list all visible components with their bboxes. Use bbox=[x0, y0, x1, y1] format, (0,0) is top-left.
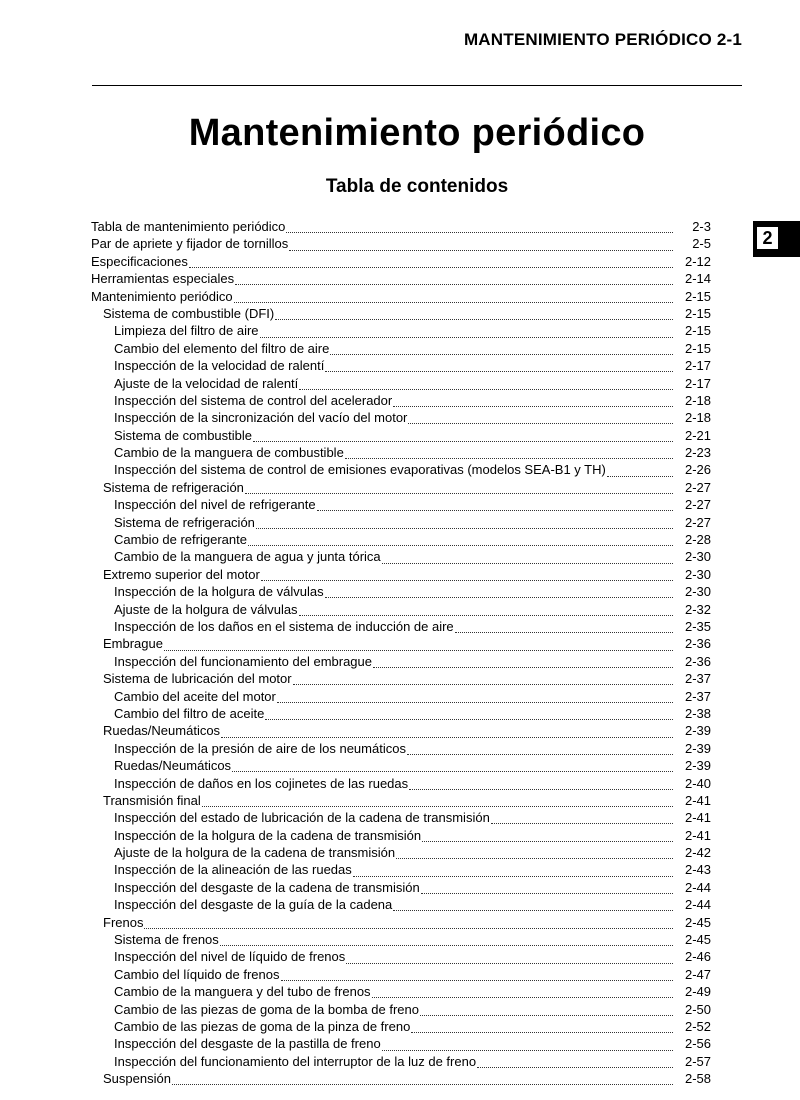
toc-entry-label: Sistema de refrigeración bbox=[114, 514, 255, 530]
toc-entry-label: Inspección del sistema de control de emisiones evaporativas (modelos SEA-B1 y TH) bbox=[114, 462, 606, 478]
toc-entry-label: Limpieza del filtro de aire bbox=[114, 323, 259, 339]
toc-dot-leader bbox=[202, 796, 673, 807]
toc-entry[interactable] bbox=[91, 618, 711, 635]
toc-entry[interactable] bbox=[91, 375, 711, 392]
toc-entry-page: 2-37 bbox=[684, 671, 711, 687]
toc-entry[interactable] bbox=[91, 288, 711, 305]
toc-entry[interactable] bbox=[91, 340, 711, 357]
toc-entry[interactable] bbox=[91, 496, 711, 513]
toc-entry-page: 2-27 bbox=[684, 497, 711, 513]
toc-entry-page: 2-17 bbox=[684, 358, 711, 374]
toc-entry[interactable] bbox=[91, 409, 711, 426]
running-header: MANTENIMIENTO PERIÓDICO 2-1 bbox=[463, 30, 742, 49]
toc-entry-page: 2-23 bbox=[684, 445, 711, 461]
chapter-number: 2 bbox=[756, 226, 779, 250]
toc-entry-page: 2-39 bbox=[684, 723, 711, 739]
toc-dot-leader bbox=[408, 413, 673, 424]
toc-dot-leader bbox=[221, 727, 673, 738]
toc-dot-leader bbox=[491, 813, 673, 824]
toc-entry-page: 2-18 bbox=[684, 392, 711, 408]
toc-dot-leader bbox=[411, 1022, 673, 1033]
toc-dot-leader bbox=[265, 709, 673, 720]
toc-dot-leader bbox=[248, 535, 673, 546]
toc-entry-page: 2-17 bbox=[684, 375, 711, 391]
toc-entry-page: 2-42 bbox=[684, 845, 711, 861]
toc-entry-label: Cambio del elemento del filtro de aire bbox=[114, 340, 330, 356]
table-of-contents bbox=[91, 218, 711, 1088]
toc-entry-label: Cambio de las piezas de goma de la bomba de freno bbox=[114, 1001, 419, 1017]
toc-dot-leader bbox=[256, 518, 673, 529]
toc-entry-label: Ajuste de la velocidad de ralentí bbox=[114, 375, 299, 391]
toc-dot-leader bbox=[275, 309, 673, 320]
toc-entry-label: Sistema de combustible bbox=[114, 427, 253, 443]
toc-dot-leader bbox=[393, 900, 673, 911]
toc-entry-page: 2-49 bbox=[684, 984, 711, 1000]
toc-entry[interactable] bbox=[91, 635, 711, 652]
toc-entry-page: 2-41 bbox=[684, 827, 711, 843]
toc-entry[interactable] bbox=[91, 844, 711, 861]
toc-entry-page: 2-15 bbox=[684, 305, 711, 321]
toc-entry-page: 2-50 bbox=[684, 1001, 711, 1017]
toc-entry[interactable] bbox=[91, 566, 711, 583]
toc-entry[interactable] bbox=[91, 461, 711, 478]
toc-entry[interactable] bbox=[91, 444, 711, 461]
toc-entry[interactable] bbox=[91, 879, 711, 896]
toc-entry-label: Cambio de la manguera y del tubo de frenos bbox=[114, 984, 371, 1000]
toc-entry[interactable] bbox=[91, 1001, 711, 1018]
toc-entry-label: Especificaciones bbox=[91, 253, 188, 269]
toc-entry-label: Ajuste de la holgura de válvulas bbox=[114, 601, 298, 617]
toc-dot-leader bbox=[144, 918, 673, 929]
toc-entry-page: 2-40 bbox=[684, 775, 711, 791]
toc-entry-label: Cambio de la manguera de agua y junta tórica bbox=[114, 549, 381, 565]
toc-dot-leader bbox=[260, 327, 673, 338]
page-subtitle: Tabla de contenidos bbox=[325, 176, 509, 197]
toc-dot-leader bbox=[286, 222, 673, 233]
toc-entry[interactable] bbox=[91, 270, 711, 287]
toc-entry-page: 2-15 bbox=[684, 323, 711, 339]
toc-entry-page: 2-37 bbox=[684, 688, 711, 704]
toc-entry[interactable] bbox=[91, 1018, 711, 1035]
toc-entry-page: 2-28 bbox=[684, 532, 711, 548]
toc-dot-leader bbox=[325, 587, 673, 598]
toc-entry-label: Suspensión bbox=[103, 1071, 171, 1087]
toc-dot-leader bbox=[232, 761, 673, 772]
toc-entry-label: Inspección de la sincronización del vacío del motor bbox=[114, 410, 408, 426]
toc-dot-leader bbox=[299, 605, 673, 616]
toc-entry-page: 2-43 bbox=[684, 862, 711, 878]
toc-entry-label: Embrague bbox=[103, 636, 163, 652]
toc-entry-label: Inspección del nivel de refrigerante bbox=[114, 497, 316, 513]
toc-entry-label: Inspección del nivel de líquido de frenos bbox=[114, 949, 346, 965]
toc-dot-leader bbox=[372, 987, 673, 998]
toc-entry-page: 2-12 bbox=[684, 253, 711, 269]
toc-entry[interactable] bbox=[91, 792, 711, 809]
toc-entry[interactable] bbox=[91, 427, 711, 444]
toc-entry-label: Herramientas especiales bbox=[91, 271, 235, 287]
toc-entry-page: 2-26 bbox=[684, 462, 711, 478]
toc-entry-page: 2-14 bbox=[684, 271, 711, 287]
toc-entry-page: 2-21 bbox=[684, 427, 711, 443]
toc-entry[interactable] bbox=[91, 688, 711, 705]
toc-entry[interactable] bbox=[91, 235, 711, 252]
toc-entry-label: Ajuste de la holgura de la cadena de transmisión bbox=[114, 845, 396, 861]
toc-entry-page: 2-3 bbox=[692, 219, 711, 234]
toc-entry-label: Inspección del funcionamiento del interruptor de la luz de freno bbox=[114, 1053, 477, 1069]
toc-entry-page: 2-56 bbox=[684, 1036, 711, 1052]
toc-entry[interactable] bbox=[91, 601, 711, 618]
toc-entry[interactable] bbox=[91, 670, 711, 687]
toc-entry[interactable] bbox=[91, 775, 711, 792]
toc-entry[interactable] bbox=[91, 322, 711, 339]
toc-entry-label: Cambio del líquido de frenos bbox=[114, 966, 280, 982]
toc-entry-page: 2-18 bbox=[684, 410, 711, 426]
toc-entry-page: 2-41 bbox=[684, 810, 711, 826]
toc-entry-label: Par de apriete y fijador de tornillos bbox=[91, 236, 289, 252]
toc-dot-leader bbox=[299, 379, 673, 390]
toc-entry[interactable] bbox=[91, 548, 711, 565]
toc-entry-page: 2-30 bbox=[684, 549, 711, 565]
toc-entry-page: 2-46 bbox=[684, 949, 711, 965]
toc-entry[interactable] bbox=[91, 253, 711, 270]
toc-entry-page: 2-38 bbox=[684, 705, 711, 721]
toc-entry-page: 2-57 bbox=[684, 1053, 711, 1069]
toc-entry[interactable] bbox=[91, 914, 711, 931]
toc-dot-leader bbox=[345, 448, 673, 459]
toc-entry[interactable] bbox=[91, 1035, 711, 1052]
toc-entry-page: 2-44 bbox=[684, 897, 711, 913]
toc-entry-page: 2-39 bbox=[684, 758, 711, 774]
toc-dot-leader bbox=[422, 831, 673, 842]
toc-entry[interactable] bbox=[91, 705, 711, 722]
toc-dot-leader bbox=[353, 866, 673, 877]
toc-entry-page: 2-45 bbox=[684, 914, 711, 930]
toc-entry-label: Cambio de refrigerante bbox=[114, 532, 247, 548]
toc-dot-leader bbox=[393, 396, 673, 407]
toc-entry-page: 2-15 bbox=[684, 340, 711, 356]
toc-entry-label: Ruedas/Neumáticos bbox=[114, 758, 232, 774]
toc-entry-page: 2-5 bbox=[692, 236, 711, 252]
toc-entry-page: 2-47 bbox=[684, 966, 711, 982]
toc-entry-page: 2-15 bbox=[684, 288, 711, 304]
chapter-tab bbox=[753, 221, 800, 257]
toc-dot-leader bbox=[189, 257, 673, 268]
toc-entry[interactable] bbox=[91, 305, 711, 322]
toc-entry[interactable] bbox=[91, 966, 711, 983]
toc-entry[interactable] bbox=[91, 827, 711, 844]
toc-dot-leader bbox=[346, 953, 673, 964]
toc-dot-leader bbox=[277, 692, 673, 703]
toc-dot-leader bbox=[382, 1040, 673, 1051]
toc-entry[interactable] bbox=[91, 479, 711, 496]
toc-entry-label: Inspección del estado de lubricación de la cadena de transmisión bbox=[114, 810, 490, 826]
toc-entry-page: 2-58 bbox=[684, 1071, 711, 1087]
toc-dot-leader bbox=[281, 970, 674, 981]
toc-entry-label: Inspección de la presión de aire de los neumáticos bbox=[114, 740, 406, 756]
toc-entry[interactable] bbox=[91, 514, 711, 531]
toc-entry-page: 2-27 bbox=[684, 479, 711, 495]
toc-entry-label: Cambio del filtro de aceite bbox=[114, 705, 265, 721]
toc-entry-label: Inspección de la velocidad de ralentí bbox=[114, 358, 325, 374]
toc-entry[interactable] bbox=[91, 357, 711, 374]
toc-entry[interactable] bbox=[91, 931, 711, 948]
toc-entry-label: Frenos bbox=[103, 914, 144, 930]
toc-entry-label: Cambio de las piezas de goma de la pinza de freno bbox=[114, 1018, 411, 1034]
toc-entry-label: Sistema de frenos bbox=[114, 932, 219, 948]
toc-entry-label: Inspección del funcionamiento del embrague bbox=[114, 653, 373, 669]
toc-entry-page: 2-41 bbox=[684, 792, 711, 808]
header-rule bbox=[92, 85, 742, 86]
toc-dot-leader bbox=[330, 344, 673, 355]
toc-entry[interactable] bbox=[91, 653, 711, 670]
toc-entry-page: 2-30 bbox=[684, 584, 711, 600]
toc-dot-leader bbox=[234, 292, 673, 303]
toc-entry-label: Inspección del desgaste de la guía de la cadena bbox=[114, 897, 393, 913]
toc-entry[interactable] bbox=[91, 757, 711, 774]
toc-entry[interactable] bbox=[91, 1053, 711, 1070]
toc-entry-label: Sistema de lubricación del motor bbox=[103, 671, 292, 687]
toc-entry-label: Inspección del desgaste de la pastilla de freno bbox=[114, 1036, 381, 1052]
toc-entry[interactable] bbox=[91, 948, 711, 965]
toc-dot-leader bbox=[172, 1074, 673, 1085]
toc-dot-leader bbox=[245, 483, 673, 494]
toc-entry-page: 2-39 bbox=[684, 740, 711, 756]
toc-dot-leader bbox=[253, 431, 673, 442]
toc-entry-label: Transmisión final bbox=[103, 792, 201, 808]
toc-entry-label: Extremo superior del motor bbox=[103, 566, 260, 582]
toc-entry-label: Sistema de combustible (DFI) bbox=[103, 305, 275, 321]
toc-entry-page: 2-30 bbox=[684, 566, 711, 582]
toc-dot-leader bbox=[373, 657, 673, 668]
toc-entry-page: 2-32 bbox=[684, 601, 711, 617]
toc-dot-leader bbox=[421, 883, 673, 894]
toc-entry-label: Mantenimiento periódico bbox=[91, 288, 233, 304]
toc-dot-leader bbox=[409, 779, 673, 790]
toc-entry-page: 2-36 bbox=[684, 636, 711, 652]
page-title: Mantenimiento periódico bbox=[188, 112, 646, 154]
toc-dot-leader bbox=[382, 553, 673, 564]
toc-dot-leader bbox=[293, 674, 673, 685]
toc-entry-page: 2-36 bbox=[684, 653, 711, 669]
toc-dot-leader bbox=[455, 622, 673, 633]
toc-entry[interactable] bbox=[91, 531, 711, 548]
toc-dot-leader bbox=[407, 744, 673, 755]
toc-dot-leader bbox=[420, 1005, 673, 1016]
toc-entry-label: Ruedas/Neumáticos bbox=[103, 723, 221, 739]
toc-entry-label: Inspección de la alineación de las ruedas bbox=[114, 862, 352, 878]
toc-dot-leader bbox=[261, 570, 673, 581]
toc-entry-label: Inspección de daños en los cojinetes de las ruedas bbox=[114, 775, 409, 791]
toc-entry-page: 2-52 bbox=[684, 1018, 711, 1034]
toc-entry[interactable] bbox=[91, 809, 711, 826]
toc-dot-leader bbox=[235, 274, 673, 285]
toc-entry[interactable] bbox=[91, 740, 711, 757]
toc-entry-label: Cambio del aceite del motor bbox=[114, 688, 276, 704]
toc-entry-label: Cambio de la manguera de combustible bbox=[114, 445, 344, 461]
toc-entry-page: 2-27 bbox=[684, 514, 711, 530]
toc-entry[interactable] bbox=[91, 1070, 711, 1087]
toc-dot-leader bbox=[289, 240, 673, 251]
toc-dot-leader bbox=[317, 500, 673, 511]
toc-entry[interactable] bbox=[91, 722, 711, 739]
toc-entry-label: Inspección de la holgura de la cadena de transmisión bbox=[114, 827, 422, 843]
toc-entry-label: Tabla de mantenimiento periódico bbox=[91, 219, 286, 234]
toc-dot-leader bbox=[607, 466, 673, 477]
toc-entry[interactable] bbox=[91, 392, 711, 409]
toc-entry-label: Inspección del sistema de control del acelerador bbox=[114, 392, 393, 408]
toc-entry-label: Inspección de la holgura de válvulas bbox=[114, 584, 324, 600]
toc-entry-label: Inspección de los daños en el sistema de inducción de aire bbox=[114, 618, 454, 634]
toc-dot-leader bbox=[220, 935, 673, 946]
toc-entry[interactable] bbox=[91, 583, 711, 600]
toc-entry[interactable] bbox=[91, 896, 711, 913]
toc-dot-leader bbox=[325, 361, 673, 372]
toc-entry[interactable] bbox=[91, 983, 711, 1000]
toc-entry-page: 2-45 bbox=[684, 932, 711, 948]
toc-entry-label: Sistema de refrigeración bbox=[103, 479, 244, 495]
toc-entry-page: 2-44 bbox=[684, 879, 711, 895]
toc-entry[interactable] bbox=[91, 861, 711, 878]
toc-entry-label: Inspección del desgaste de la cadena de transmisión bbox=[114, 879, 420, 895]
toc-entry-page: 2-35 bbox=[684, 618, 711, 634]
toc-dot-leader bbox=[477, 1057, 673, 1068]
toc-dot-leader bbox=[164, 640, 673, 651]
toc-entry[interactable] bbox=[91, 218, 711, 235]
toc-dot-leader bbox=[396, 848, 673, 859]
